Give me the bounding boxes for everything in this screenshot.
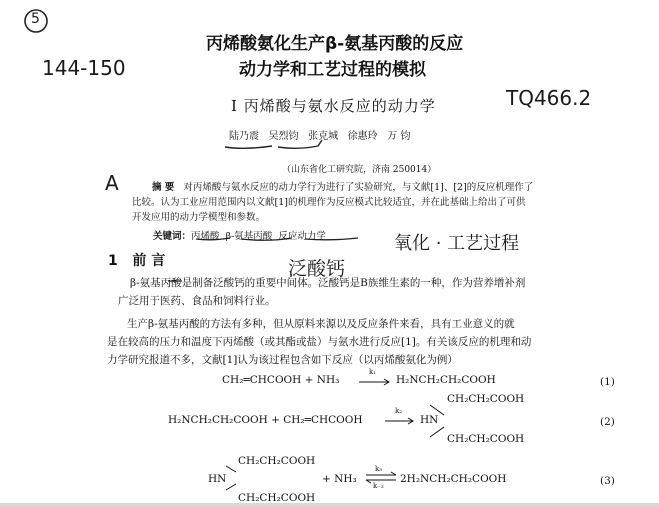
- handwritten-note-oxidation: 氧化 · 工艺过程: [394, 233, 520, 254]
- abstract-label: 摘 要: [152, 182, 175, 193]
- abstract-line-1: 对丙烯酸与氨水反应的动力学行为进行了实验研究，与文献[1]、[2]的反应机理作了: [183, 182, 534, 193]
- author-4: 徐惠玲: [347, 131, 378, 142]
- eq2-lhs: H₂NCH₂CH₂COOH + CH₂═CHCOOH: [168, 414, 363, 426]
- eq2-k: k₂: [395, 407, 403, 415]
- para1-line-2: 广泛用于医药、食品和饲料行业。: [118, 295, 276, 307]
- author-5: 万 钧: [387, 131, 411, 142]
- keyword-3: 反应动力学: [278, 231, 326, 242]
- eq1-k: k₁: [369, 368, 377, 376]
- eq1-number: (1): [600, 376, 615, 388]
- section-number: 1: [108, 253, 118, 269]
- eq2-rhs-top: CH₂CH₂COOH: [447, 393, 525, 405]
- eq3-plus-nh3: + NH₃: [322, 473, 357, 485]
- eq1-rhs: H₂NCH₂CH₂COOH: [396, 374, 496, 386]
- para2-line-2: 是在较高的压力和温度下丙烯酸（或其酯或盐）与氨水进行反应[1]。有关该反应的机理和动: [107, 336, 532, 348]
- eq3-lhs-top: CH₂CH₂COOH: [238, 455, 316, 467]
- eq3-number: (3): [600, 475, 615, 487]
- eq3-k-forward: k₃: [375, 465, 383, 473]
- para2-line-3: 力学研究报道不多，文献[1]认为该过程包含如下反应（以丙烯酸氨化为例）: [107, 354, 458, 366]
- keywords-label: 关键词：: [153, 231, 192, 242]
- para2-line-1: 生产β-氨基丙酸的方法有多种，但从原料来源以及反应条件来看，具有工业意义的就: [127, 318, 515, 330]
- eq2-rhs-bottom: CH₂CH₂COOH: [447, 433, 525, 445]
- eq3-lhs-bottom: CH₂CH₂COOH: [238, 492, 316, 502]
- eq3-bond-top: [226, 466, 236, 472]
- eq2-rhs-mid: HN: [420, 414, 439, 426]
- handwritten-note-calcium: 泛酸钙: [288, 258, 346, 280]
- scan-bottom-edge: [0, 503, 659, 507]
- handwritten-page-range: 144-150: [42, 56, 126, 80]
- affiliation: （山东省化工研究院，济南 250014）: [282, 165, 437, 175]
- eq2-number: (2): [600, 416, 615, 428]
- keyword-2: β-氨基丙酸: [225, 231, 273, 242]
- eq1-lhs: CH₂═CHCOOH + NH₃: [222, 374, 340, 386]
- handwritten-call-number: TQ466.2: [506, 86, 592, 110]
- eq3-bond-bottom: [226, 484, 236, 490]
- abstract-line-2: 比较。认为工业应用范围内以文献[1]的机理作为反应模式比较适宜，并在此基础上给出了可供: [132, 197, 526, 208]
- author-3: 张克城: [308, 131, 339, 142]
- author-1: 陆乃震: [229, 131, 259, 142]
- keyword-1: 丙烯酸: [191, 231, 220, 242]
- paper-title-line1: 丙烯酸氨化生产β-氨基丙酸的反应: [206, 34, 464, 54]
- paper-subtitle: I 丙烯酸与氨水反应的动力学: [231, 97, 436, 115]
- author-2: 吴烈钧: [268, 131, 299, 142]
- abstract-line-3: 开发应用的动力学模型和参数。: [132, 212, 266, 223]
- eq3-k-reverse: k₋₃: [373, 482, 384, 490]
- eq2-bond-bottom: [430, 427, 444, 437]
- paper-title-line2: 动力学和工艺过程的模拟: [239, 60, 426, 80]
- handwritten-mark-a: A: [105, 171, 119, 195]
- eq3-lhs-mid: HN: [208, 473, 227, 485]
- handwritten-circle-number: 5: [31, 11, 40, 27]
- eq3-rhs: 2H₂NCH₂CH₂COOH: [400, 473, 507, 485]
- section-title: 前 言: [132, 253, 166, 269]
- para1-line-1: β-氨基丙酸是制备泛酸钙的重要中间体。泛酸钙是B族维生素的一种，作为营养增补剂: [130, 277, 526, 289]
